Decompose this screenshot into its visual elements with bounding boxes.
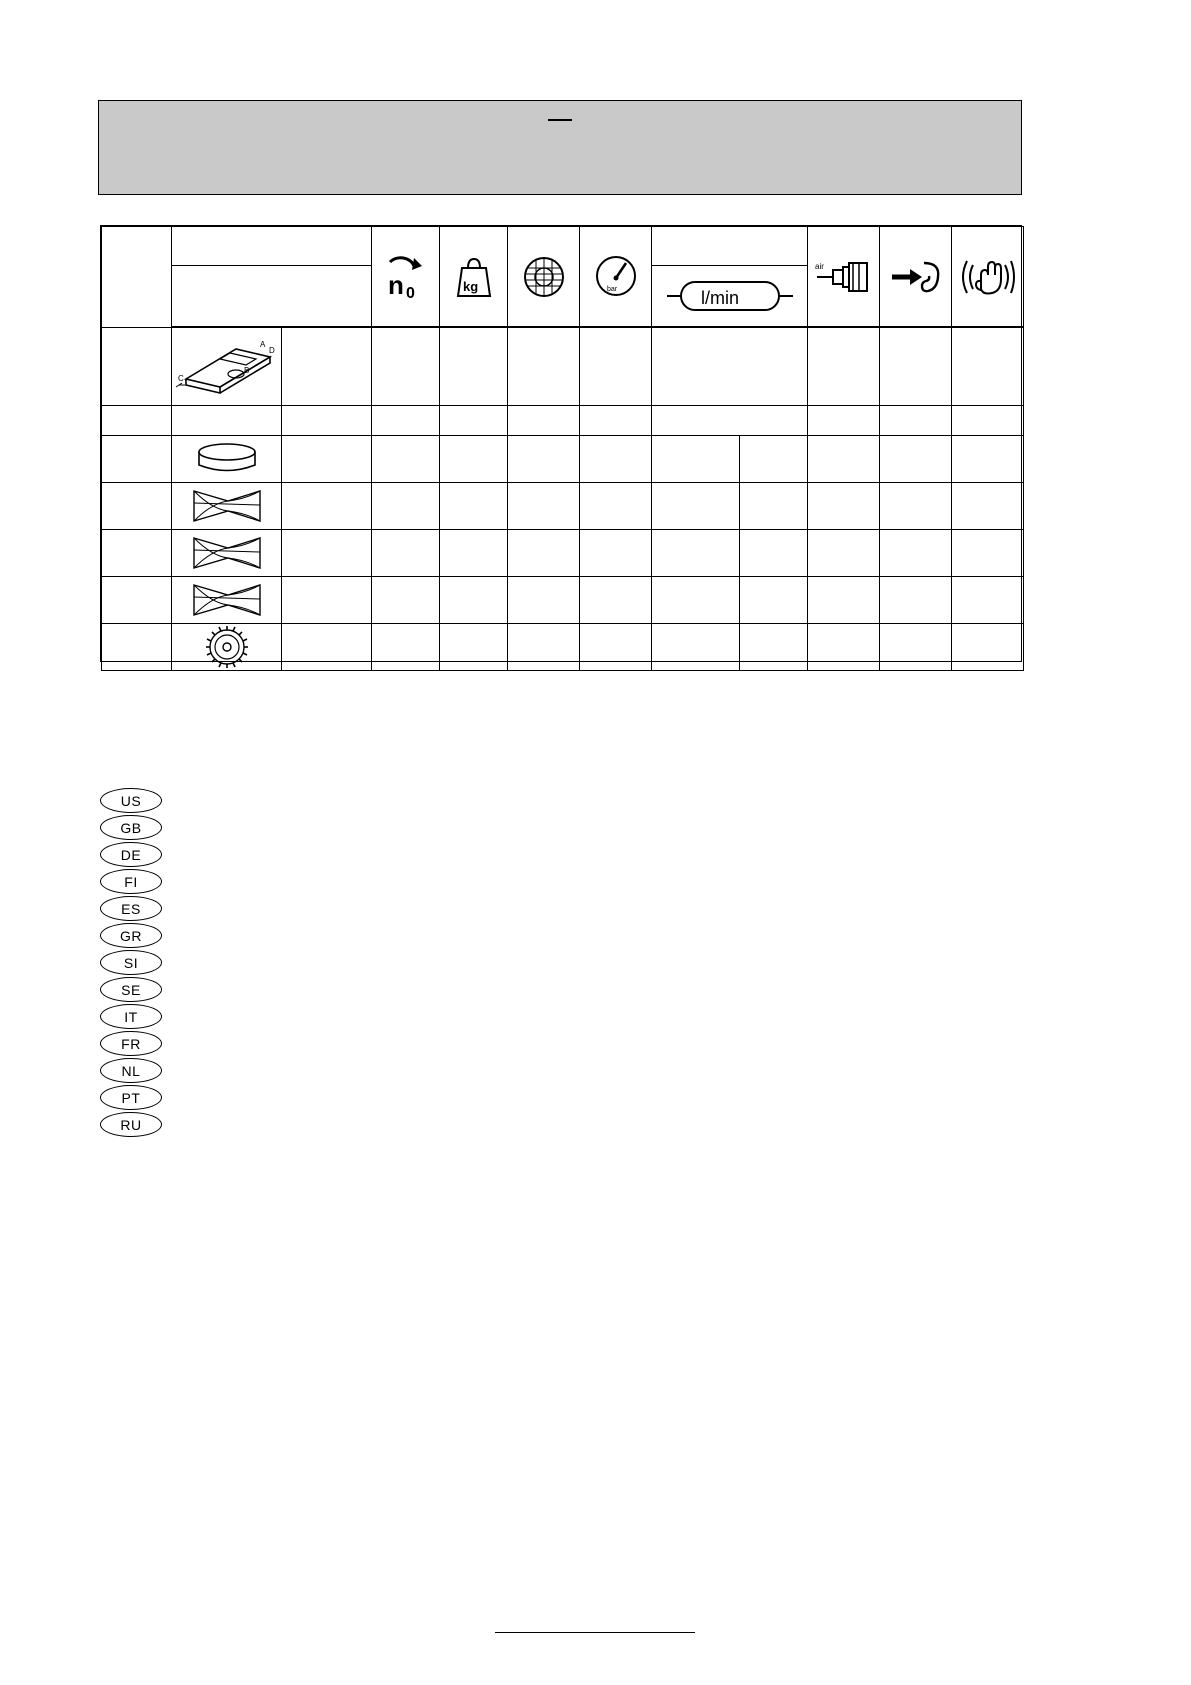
row-index-cell bbox=[102, 406, 172, 436]
row-index-cell bbox=[102, 328, 172, 406]
svg-text:bar: bar bbox=[606, 285, 617, 293]
language-code: GB bbox=[120, 819, 142, 836]
language-badge-gr[interactable] bbox=[100, 923, 162, 948]
twisted-burr-icon bbox=[172, 530, 281, 576]
row-speed-cell bbox=[372, 530, 440, 577]
row-hose-cell bbox=[508, 406, 580, 436]
language-badge-fi[interactable] bbox=[100, 869, 162, 894]
row-speed-cell bbox=[372, 483, 440, 530]
row-connector-cell bbox=[808, 436, 880, 483]
hand-vibration-icon bbox=[952, 227, 1023, 326]
svg-text:A: A bbox=[260, 339, 266, 349]
row-airflow-a-cell bbox=[652, 436, 740, 483]
language-badge-us[interactable] bbox=[100, 788, 162, 813]
row-figure-cell bbox=[172, 328, 282, 406]
row-noise-cell bbox=[880, 624, 952, 671]
row-index-cell bbox=[102, 624, 172, 671]
ear-noise-icon bbox=[880, 227, 951, 326]
language-badge-es[interactable] bbox=[100, 896, 162, 921]
row-airflow-cell bbox=[652, 406, 808, 436]
header-cell-connector bbox=[808, 227, 880, 327]
svg-text:kg: kg bbox=[462, 278, 478, 294]
row-vibration-cell bbox=[952, 436, 1024, 483]
language-code: FR bbox=[121, 1035, 141, 1052]
header-cell-index bbox=[102, 227, 172, 328]
header-cell-figure-desc-2 bbox=[172, 266, 372, 327]
row-pressure-cell bbox=[580, 406, 652, 436]
row-index-cell bbox=[102, 483, 172, 530]
language-code: IT bbox=[124, 1008, 138, 1025]
air-flow-icon bbox=[652, 266, 807, 326]
row-airflow-a-cell bbox=[652, 483, 740, 530]
row-noise-cell bbox=[880, 328, 952, 406]
row-airflow-b-cell bbox=[740, 483, 808, 530]
row-description-cell bbox=[282, 577, 372, 624]
circular-saw-blade-icon bbox=[172, 624, 281, 670]
row-pressure-cell bbox=[580, 577, 652, 624]
table-row bbox=[102, 577, 1024, 624]
row-vibration-cell bbox=[952, 624, 1024, 671]
row-hose-cell bbox=[508, 328, 580, 406]
row-weight-cell bbox=[440, 328, 508, 406]
table-row bbox=[102, 624, 1024, 671]
row-connector-cell bbox=[808, 406, 880, 436]
row-weight-cell bbox=[440, 624, 508, 671]
twisted-burr-icon bbox=[172, 483, 281, 529]
row-weight-cell bbox=[440, 483, 508, 530]
language-badge-si[interactable] bbox=[100, 950, 162, 975]
language-code: PT bbox=[121, 1089, 141, 1106]
language-code: US bbox=[120, 792, 142, 809]
row-connector-cell bbox=[808, 328, 880, 406]
row-index-cell bbox=[102, 577, 172, 624]
row-airflow-cell bbox=[652, 328, 808, 406]
row-figure-cell bbox=[172, 406, 282, 436]
row-figure-cell bbox=[172, 624, 282, 671]
row-speed-cell bbox=[372, 406, 440, 436]
table-row bbox=[102, 530, 1024, 577]
twisted-burr-icon bbox=[172, 577, 281, 623]
row-airflow-b-cell bbox=[740, 577, 808, 624]
row-pressure-cell bbox=[580, 483, 652, 530]
row-pressure-cell bbox=[580, 436, 652, 483]
row-weight-cell bbox=[440, 577, 508, 624]
header-cell-pressure bbox=[580, 227, 652, 327]
row-hose-cell bbox=[508, 483, 580, 530]
row-pressure-cell bbox=[580, 530, 652, 577]
row-airflow-b-cell bbox=[740, 436, 808, 483]
row-description-cell bbox=[282, 406, 372, 436]
banner-separator-dash bbox=[548, 119, 572, 121]
row-description-cell bbox=[282, 328, 372, 406]
row-description-cell bbox=[282, 530, 372, 577]
header-cell-hose bbox=[508, 227, 580, 327]
svg-text:l/min: l/min bbox=[700, 288, 739, 308]
row-pressure-cell bbox=[580, 328, 652, 406]
row-description-cell bbox=[282, 483, 372, 530]
coiled-hose-icon bbox=[508, 227, 579, 326]
row-vibration-cell bbox=[952, 483, 1024, 530]
language-code: GR bbox=[120, 927, 142, 944]
header-cell-noise bbox=[880, 227, 952, 327]
row-vibration-cell bbox=[952, 406, 1024, 436]
row-description-cell bbox=[282, 436, 372, 483]
table-row bbox=[102, 328, 1024, 406]
language-badge-ru[interactable] bbox=[100, 1112, 162, 1137]
svg-text:D: D bbox=[269, 345, 275, 355]
row-airflow-a-cell bbox=[652, 624, 740, 671]
header-cell-figure-desc bbox=[172, 227, 372, 266]
language-badge-gb[interactable] bbox=[100, 815, 162, 840]
row-speed-cell bbox=[372, 328, 440, 406]
row-connector-cell bbox=[808, 577, 880, 624]
row-index-cell bbox=[102, 436, 172, 483]
row-airflow-a-cell bbox=[652, 530, 740, 577]
language-badge-fr[interactable] bbox=[100, 1031, 162, 1056]
language-badge-list bbox=[100, 788, 190, 1139]
table-row bbox=[102, 436, 1024, 483]
row-speed-cell bbox=[372, 436, 440, 483]
language-badge-pt[interactable] bbox=[100, 1085, 162, 1110]
row-hose-cell bbox=[508, 530, 580, 577]
row-speed-cell bbox=[372, 577, 440, 624]
specification-table bbox=[100, 225, 1022, 662]
row-airflow-b-cell bbox=[740, 530, 808, 577]
table-row bbox=[102, 406, 1024, 436]
language-code: FI bbox=[124, 873, 138, 890]
language-code: SI bbox=[123, 954, 139, 971]
row-airflow-b-cell bbox=[740, 624, 808, 671]
svg-text:n: n bbox=[387, 269, 404, 300]
language-badge-it[interactable] bbox=[100, 1004, 162, 1029]
row-vibration-cell bbox=[952, 328, 1024, 406]
row-connector-cell bbox=[808, 530, 880, 577]
row-figure-cell bbox=[172, 483, 282, 530]
row-airflow-a-cell bbox=[652, 577, 740, 624]
svg-text:B: B bbox=[244, 365, 250, 375]
air-connector-icon bbox=[808, 227, 879, 326]
language-code: SE bbox=[121, 981, 141, 998]
language-code: NL bbox=[121, 1062, 141, 1079]
n0-speed-icon bbox=[372, 227, 439, 326]
header-cell-vibration bbox=[952, 227, 1024, 327]
language-code: RU bbox=[120, 1116, 142, 1133]
row-connector-cell bbox=[808, 624, 880, 671]
row-figure-cell bbox=[172, 436, 282, 483]
row-description-cell bbox=[282, 624, 372, 671]
language-code: DE bbox=[120, 846, 142, 863]
row-hose-cell bbox=[508, 577, 580, 624]
metal-plate-diagram-icon bbox=[172, 328, 281, 405]
svg-text:C: C bbox=[178, 373, 184, 383]
table-header-row-top bbox=[102, 227, 1024, 266]
row-figure-cell bbox=[172, 530, 282, 577]
row-figure-cell bbox=[172, 577, 282, 624]
cylinder-disc-icon bbox=[172, 436, 281, 482]
language-badge-se[interactable] bbox=[100, 977, 162, 1002]
header-cell-speed bbox=[372, 227, 440, 327]
svg-text:0: 0 bbox=[405, 284, 415, 300]
row-vibration-cell bbox=[952, 577, 1024, 624]
row-vibration-cell bbox=[952, 530, 1024, 577]
language-badge-nl[interactable] bbox=[100, 1058, 162, 1083]
title-banner bbox=[98, 100, 1022, 195]
row-hose-cell bbox=[508, 624, 580, 671]
svg-text:air: air bbox=[814, 261, 824, 271]
row-weight-cell bbox=[440, 530, 508, 577]
row-noise-cell bbox=[880, 483, 952, 530]
row-noise-cell bbox=[880, 577, 952, 624]
header-cell-airflow bbox=[652, 266, 808, 327]
row-hose-cell bbox=[508, 436, 580, 483]
row-index-cell bbox=[102, 530, 172, 577]
footer-divider bbox=[495, 1632, 695, 1633]
row-weight-cell bbox=[440, 436, 508, 483]
header-cell-weight bbox=[440, 227, 508, 327]
table-row bbox=[102, 483, 1024, 530]
row-speed-cell bbox=[372, 624, 440, 671]
language-code: ES bbox=[121, 900, 141, 917]
row-pressure-cell bbox=[580, 624, 652, 671]
row-noise-cell bbox=[880, 406, 952, 436]
kg-weight-icon bbox=[440, 227, 507, 326]
row-connector-cell bbox=[808, 483, 880, 530]
row-noise-cell bbox=[880, 436, 952, 483]
row-noise-cell bbox=[880, 530, 952, 577]
row-weight-cell bbox=[440, 406, 508, 436]
header-cell-airflow-span bbox=[652, 227, 808, 266]
pressure-gauge-icon bbox=[580, 227, 651, 326]
language-badge-de[interactable] bbox=[100, 842, 162, 867]
